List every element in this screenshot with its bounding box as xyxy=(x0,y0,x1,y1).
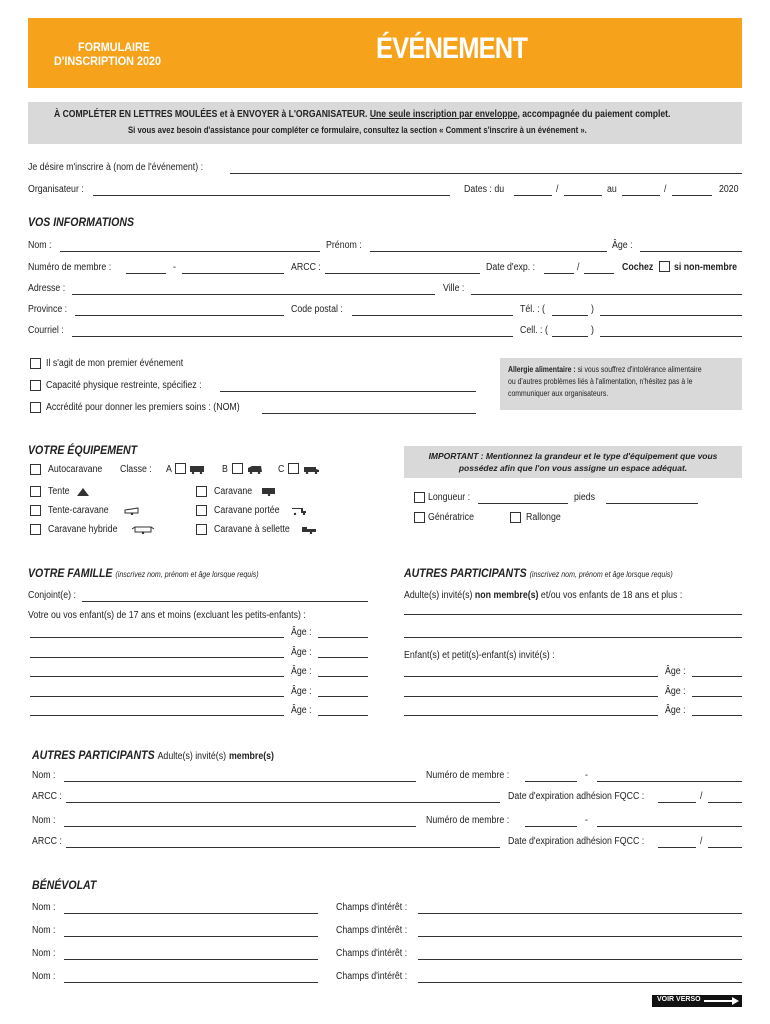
province-field[interactable] xyxy=(75,315,284,316)
tente-label: Tente xyxy=(48,486,70,497)
code-postal-label: Code postal : xyxy=(291,304,343,315)
champs-interet-field[interactable] xyxy=(418,982,742,983)
ville-field[interactable] xyxy=(471,294,742,295)
membre-num-field-1[interactable] xyxy=(525,781,577,782)
benevole-nom-field[interactable] xyxy=(64,913,318,914)
header-banner xyxy=(28,18,742,88)
adultes-non-membres-label: Adulte(s) invité(s) non membre(s) et/ou vos enfants de 18 ans et plus : xyxy=(404,590,683,601)
autocaravane-label: Autocaravane xyxy=(48,464,103,475)
nom-field[interactable] xyxy=(60,251,320,252)
membre-exp-label: Date d'expiration adhésion FQCC : xyxy=(508,836,645,847)
date-au-label: au xyxy=(607,184,617,195)
benevolat-section-title: BÉNÉVOLAT xyxy=(32,878,97,892)
enfant-invite-age-label: Âge : xyxy=(665,705,686,716)
benevole-nom-field[interactable] xyxy=(64,982,318,983)
class-c-checkbox[interactable] xyxy=(288,463,299,474)
membre-exp-year-field[interactable] xyxy=(708,802,742,803)
cell-field[interactable] xyxy=(600,336,742,337)
longueur-field[interactable] xyxy=(478,503,568,504)
champs-interet-field[interactable] xyxy=(418,936,742,937)
family-section-title: VOTRE FAMILLE (inscrivez nom, prénom et âge lorsque requis) xyxy=(28,566,259,580)
class-c-label: C xyxy=(278,464,285,475)
enfant-age-label: Âge : xyxy=(291,666,312,677)
enfant-age-label: Âge : xyxy=(291,705,312,716)
allergie-line3: communiquer aux organisateurs. xyxy=(508,389,609,398)
membre-nom-field[interactable] xyxy=(64,781,416,782)
tel-area-field[interactable] xyxy=(552,315,588,316)
form-title-line1: FORMULAIRE xyxy=(78,40,150,54)
arcc-label: ARCC : xyxy=(291,262,321,273)
prenom-label: Prénom : xyxy=(326,240,362,251)
motorhome-b-icon xyxy=(248,466,264,474)
enfants-invites-label: Enfant(s) et petit(s)-enfant(s) invité(s) : xyxy=(404,650,555,661)
allergie-line2: ou d'autres problèmes liés à l'alimentation, n'hésitez pas à le xyxy=(508,377,693,386)
benevole-nom-label: Nom : xyxy=(32,902,56,913)
cell-label: Cell. : ( xyxy=(520,325,548,336)
premier-event-checkbox[interactable] xyxy=(30,358,41,369)
caravane-sellette-checkbox[interactable] xyxy=(196,524,207,535)
membre-exp-slash: / xyxy=(700,791,703,802)
caravane-hybride-checkbox[interactable] xyxy=(30,524,41,535)
tente-checkbox[interactable] xyxy=(30,486,41,497)
capacite-checkbox[interactable] xyxy=(30,380,41,391)
equipment-section-title: VOTRE ÉQUIPEMENT xyxy=(28,443,138,457)
caravane-checkbox[interactable] xyxy=(196,486,207,497)
member-dash: - xyxy=(173,262,176,273)
conjoint-label: Conjoint(e) : xyxy=(28,590,76,601)
enfant-name-field[interactable] xyxy=(30,696,284,697)
arrow-right-icon xyxy=(704,997,740,1005)
generatrice-label: Génératrice xyxy=(428,512,474,523)
motorhome-c-icon xyxy=(304,466,320,474)
courriel-field[interactable] xyxy=(72,336,513,337)
enfants-label: Votre ou vos enfant(s) de 17 ans et moins (excluant les petits-enfants) : xyxy=(28,610,306,621)
benevole-nom-label: Nom : xyxy=(32,925,56,936)
truck-camper-icon xyxy=(292,507,308,515)
date-year: 2020 xyxy=(719,184,739,195)
non-membre-label: si non-membre xyxy=(674,262,738,273)
membre-exp-label: Date d'expiration adhésion FQCC : xyxy=(508,791,645,802)
enfant-age-field[interactable] xyxy=(318,676,368,677)
allergie-box xyxy=(500,358,742,410)
adresse-field[interactable] xyxy=(72,294,435,295)
non-membre-checkbox[interactable] xyxy=(659,261,670,272)
champs-interet-label: Champs d'intérêt : xyxy=(336,925,408,936)
membre-num-field-1[interactable] xyxy=(525,826,577,827)
hybrid-trailer-icon xyxy=(132,526,154,534)
benevole-nom-label: Nom : xyxy=(32,948,56,959)
champs-interet-field[interactable] xyxy=(418,959,742,960)
important-line2: possédez afin que l'on vous assigne un espace adéquat. xyxy=(458,463,688,473)
member-num-label: Numéro de membre : xyxy=(28,262,112,273)
date-to-month-field[interactable] xyxy=(672,195,712,196)
enfant-age-label: Âge : xyxy=(291,646,312,658)
champs-interet-field[interactable] xyxy=(418,913,742,914)
capacite-field[interactable] xyxy=(220,391,476,392)
exp-month-field[interactable] xyxy=(544,273,574,274)
membre-exp-month-field[interactable] xyxy=(658,847,696,848)
main-title: ÉVÉNEMENT xyxy=(376,32,528,65)
enfant-age-label: Âge : xyxy=(291,627,312,638)
tent-icon xyxy=(76,488,92,496)
membre-num-label: Numéro de membre : xyxy=(426,770,510,781)
exp-year-field[interactable] xyxy=(584,273,614,274)
tel-close-paren: ) xyxy=(591,304,594,315)
enfant-age-field[interactable] xyxy=(318,715,368,716)
membre-arcc-field[interactable] xyxy=(66,802,500,803)
voir-verso-label: VOIR VERSO xyxy=(657,996,701,1003)
caravane-hybride-label: Caravane hybride xyxy=(48,524,118,535)
dates-label: Dates : du xyxy=(464,184,505,195)
membre-dash: - xyxy=(585,770,588,781)
enfant-name-field[interactable] xyxy=(30,676,284,677)
autocaravane-checkbox[interactable] xyxy=(30,464,41,475)
member-num-field-2[interactable] xyxy=(182,273,284,274)
trailer-icon xyxy=(262,488,278,496)
exp-date-label: Date d'exp. : xyxy=(486,262,536,273)
tent-trailer-icon xyxy=(124,507,140,515)
age-field[interactable] xyxy=(640,251,742,252)
code-postal-field[interactable] xyxy=(352,315,513,316)
longueur-label: Longueur : xyxy=(428,492,471,503)
prenom-field[interactable] xyxy=(370,251,607,252)
province-label: Province : xyxy=(28,304,68,315)
class-b-checkbox[interactable] xyxy=(232,463,243,474)
date-to-day-field[interactable] xyxy=(622,195,660,196)
enfant-invite-age-field[interactable] xyxy=(692,696,742,697)
enfant-invite-age-label: Âge : xyxy=(665,666,686,677)
premier-event-label: Il s'agit de mon premier événement xyxy=(46,358,184,369)
membre-arcc-field[interactable] xyxy=(66,847,500,848)
nom-label: Nom : xyxy=(28,240,52,251)
champs-interet-label: Champs d'intérêt : xyxy=(336,971,408,982)
caravane-sellette-label: Caravane à sellette xyxy=(214,524,290,535)
exp-slash: / xyxy=(577,262,580,273)
membre-num-field-2[interactable] xyxy=(597,826,742,827)
caravane-portee-label: Caravane portée xyxy=(214,505,280,516)
membre-nom-field[interactable] xyxy=(64,826,416,827)
cell-close-paren: ) xyxy=(591,325,594,336)
membre-exp-month-field[interactable] xyxy=(658,802,696,803)
champs-interet-label: Champs d'intérêt : xyxy=(336,948,408,959)
organizer-field[interactable] xyxy=(93,195,450,196)
accredite-checkbox[interactable] xyxy=(30,402,41,413)
class-b-label: B xyxy=(222,464,228,475)
enfant-name-field[interactable] xyxy=(30,657,284,658)
enfant-age-label: Âge : xyxy=(291,685,312,697)
others-section-title: AUTRES PARTICIPANTS (inscrivez nom, prénom et âge lorsque requis) xyxy=(404,566,673,580)
enfant-invite-name-field[interactable] xyxy=(404,696,658,697)
conjoint-field[interactable] xyxy=(82,601,368,602)
rallonge-label: Rallonge xyxy=(526,512,561,523)
fifth-wheel-icon xyxy=(302,526,318,534)
membre-num-field-2[interactable] xyxy=(597,781,742,782)
organizer-label: Organisateur : xyxy=(28,184,84,195)
adultes-field-1[interactable] xyxy=(404,614,742,615)
class-a-checkbox[interactable] xyxy=(175,463,186,474)
notice-box xyxy=(28,102,742,144)
adresse-label: Adresse : xyxy=(28,283,66,294)
ville-label: Ville : xyxy=(443,283,465,294)
enfant-age-field[interactable] xyxy=(318,657,368,658)
voir-verso-badge xyxy=(652,995,742,1007)
notice-line2: Si vous avez besoin d'assistance pour compléter ce formulaire, consultez la section « Comment s'inscrire à un événement ». xyxy=(128,125,587,135)
benevole-nom-field[interactable] xyxy=(64,959,318,960)
membre-arcc-label: ARCC : xyxy=(32,791,62,802)
membre-arcc-label: ARCC : xyxy=(32,836,62,847)
membre-nom-label: Nom : xyxy=(32,815,56,826)
important-line1: IMPORTANT : Mentionnez la grandeur et le type d'équipement que vous xyxy=(428,451,718,461)
tente-caravane-checkbox[interactable] xyxy=(30,505,41,516)
allergie-line1: Allergie alimentaire : si vous souffrez d'intolérance alimentaire xyxy=(508,365,702,374)
motorhome-a-icon xyxy=(190,466,206,474)
accredite-field[interactable] xyxy=(262,413,476,414)
class-a-label: A xyxy=(166,464,172,475)
membre-dash: - xyxy=(585,815,588,826)
date-from-day-field[interactable] xyxy=(514,195,552,196)
classe-label: Classe : xyxy=(120,464,152,475)
enfant-invite-age-field[interactable] xyxy=(692,676,742,677)
membre-exp-slash: / xyxy=(700,836,703,847)
info-section-title: VOS INFORMATIONS xyxy=(28,215,134,229)
arcc-field[interactable] xyxy=(325,273,480,274)
pieds-label: pieds xyxy=(574,492,596,503)
form-title-line2: D'INSCRIPTION 2020 xyxy=(54,54,162,68)
enfant-invite-name-field[interactable] xyxy=(404,676,658,677)
important-box xyxy=(404,446,742,478)
courriel-label: Courriel : xyxy=(28,325,64,336)
membre-num-label: Numéro de membre : xyxy=(426,815,510,826)
enfant-invite-age-label: Âge : xyxy=(665,685,686,697)
benevole-nom-label: Nom : xyxy=(32,971,56,982)
tel-field[interactable] xyxy=(600,315,742,316)
caravane-portee-checkbox[interactable] xyxy=(196,505,207,516)
champs-interet-label: Champs d'intérêt : xyxy=(336,902,408,913)
generatrice-checkbox[interactable] xyxy=(414,512,425,523)
cell-area-field[interactable] xyxy=(552,336,588,337)
enfant-invite-name-field[interactable] xyxy=(404,715,658,716)
member-num-field-1[interactable] xyxy=(126,273,166,274)
enfant-name-field[interactable] xyxy=(30,637,284,638)
longueur-checkbox[interactable] xyxy=(414,492,425,503)
event-name-label: Je désire m'inscrire à (nom de l'événement) : xyxy=(28,162,204,173)
accredite-label: Accrédité pour donner les premiers soins : (NOM) xyxy=(46,402,240,413)
pieds-field[interactable] xyxy=(606,503,698,504)
enfant-age-field[interactable] xyxy=(318,696,368,697)
date-slash: / xyxy=(556,184,559,195)
caravane-label: Caravane xyxy=(214,486,253,497)
enfant-name-field[interactable] xyxy=(30,715,284,716)
membre-nom-label: Nom : xyxy=(32,770,56,781)
event-name-field[interactable] xyxy=(230,173,742,174)
capacite-label: Capacité physique restreinte, spécifiez : xyxy=(46,380,202,391)
date-slash-2: / xyxy=(664,184,667,195)
membre-exp-year-field[interactable] xyxy=(708,847,742,848)
enfant-invite-age-field[interactable] xyxy=(692,715,742,716)
adultes-field-2[interactable] xyxy=(404,637,742,638)
rallonge-checkbox[interactable] xyxy=(510,512,521,523)
enfant-age-field[interactable] xyxy=(318,637,368,638)
members-section-title: AUTRES PARTICIPANTS Adulte(s) invité(s) membre(s) xyxy=(32,748,274,762)
notice-line1: À COMPLÉTER EN LETTRES MOULÉES et à ENVOYER à L'ORGANISATEUR. Une seule inscription par enveloppe, accompagnée du paiement complet. xyxy=(54,109,671,120)
tel-label: Tél. : ( xyxy=(520,304,545,315)
benevole-nom-field[interactable] xyxy=(64,936,318,937)
date-from-month-field[interactable] xyxy=(564,195,602,196)
tente-caravane-label: Tente-caravane xyxy=(48,505,109,516)
age-label: Âge : xyxy=(612,240,633,251)
cochez-label: Cochez xyxy=(622,262,654,273)
